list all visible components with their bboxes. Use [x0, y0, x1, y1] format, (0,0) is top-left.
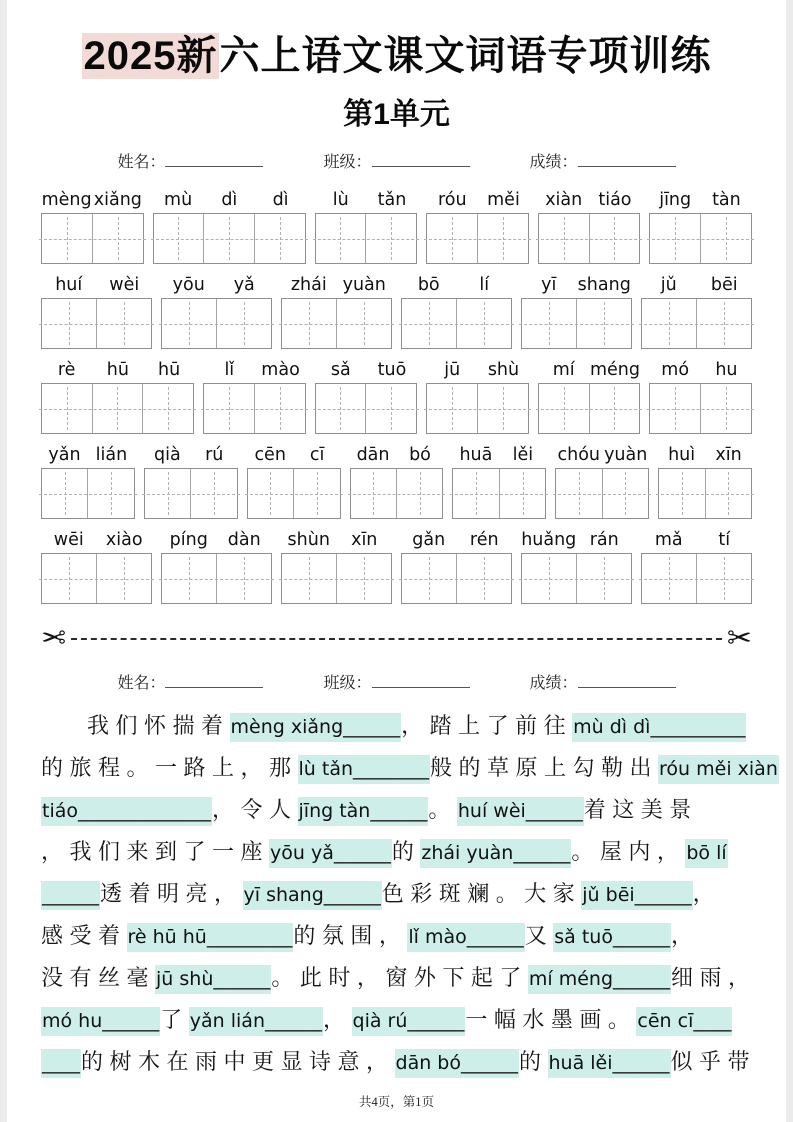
pinyin-syllable: gǎn: [412, 530, 446, 550]
pinyin-syllable: yī: [541, 275, 557, 295]
writing-cell: [456, 554, 511, 603]
writing-box-group: [555, 468, 649, 519]
writing-cell: [477, 214, 528, 263]
writing-cell: [522, 554, 576, 603]
pinyin-syllable: yuàn: [342, 275, 386, 295]
pinyin-word-group: [650, 360, 752, 380]
pinyin-fill-blank: huí wèi______: [457, 797, 584, 826]
pinyin-row: [41, 530, 752, 604]
pinyin-syllable: wèi: [109, 275, 140, 295]
pinyin-syllable: bō: [417, 275, 440, 295]
writing-cell: [351, 469, 396, 518]
writing-cell: [642, 554, 696, 603]
score-blank-line: [578, 674, 676, 688]
pinyin-syllable: jū: [444, 360, 461, 380]
writing-cell: [700, 214, 751, 263]
passage-text: 着这美景: [583, 797, 698, 822]
pinyin-syllable: xiào: [105, 530, 143, 550]
pinyin-syllable: dān: [356, 445, 390, 465]
writing-cell: [336, 554, 391, 603]
writing-cell: [427, 214, 477, 263]
passage-text: 色彩斑斓。大家: [381, 881, 582, 906]
pinyin-syllable: lěi: [512, 445, 534, 465]
writing-cell: [696, 554, 751, 603]
writing-cell: [42, 384, 92, 433]
pinyin-fill-blank: lǐ mào______: [407, 923, 524, 952]
score-label: 成绩：: [529, 675, 578, 692]
pinyin-fill-blank: sǎ tuō______: [553, 923, 671, 952]
pinyin-fill-blank: mù dì dì__________: [572, 713, 746, 742]
pinyin-fill-blank: róu měi xiàn: [658, 755, 779, 784]
passage-text: 我们怀揣着: [87, 713, 230, 738]
pinyin-word-group: [521, 530, 632, 550]
writing-cell: [42, 299, 96, 348]
pinyin-word-group: [427, 190, 529, 210]
dashed-cut-line: [71, 638, 722, 640]
writing-cell: [142, 384, 193, 433]
pinyin-word-group: [247, 445, 341, 465]
class-blank-line: [372, 674, 470, 688]
writing-cell: [87, 469, 133, 518]
writing-box-group: [161, 298, 272, 349]
pinyin-syllable: wēi: [53, 530, 84, 550]
pinyin-syllable: zhái: [290, 275, 327, 295]
pinyin-syllable: mí: [552, 360, 575, 380]
pinyin-syllable: mǎ: [654, 530, 683, 550]
passage-text: 的: [519, 1049, 548, 1074]
writing-box-group: [41, 468, 135, 519]
writing-cell: [190, 469, 236, 518]
name-field: [117, 149, 263, 172]
writing-box-group: [538, 213, 641, 264]
pinyin-fill-blank: ____: [41, 1049, 81, 1078]
scissors-icon: ✂: [726, 621, 752, 656]
writing-box-group: [426, 383, 529, 434]
writing-box-group: [649, 213, 752, 264]
writing-box-group: [281, 553, 392, 604]
writing-box-group: [521, 553, 632, 604]
writing-cell: [145, 469, 190, 518]
pinyin-syllable: cī: [309, 445, 325, 465]
writing-cell: [539, 384, 589, 433]
passage-text: 没有丝毫: [41, 965, 156, 990]
pinyin-fill-blank: qià rú______: [352, 1007, 466, 1036]
pinyin-syllable: shang: [577, 275, 631, 295]
pinyin-word-group: [41, 360, 195, 380]
writing-cell: [293, 469, 339, 518]
writing-cell: [92, 384, 143, 433]
writing-cell: [154, 214, 204, 263]
fill-in-passage: [41, 705, 778, 1083]
score-blank-line: [578, 153, 676, 167]
pinyin-fill-blank: dān bó______: [395, 1049, 519, 1078]
worksheet-page: [7, 0, 786, 1122]
writing-box-group: [401, 298, 512, 349]
passage-text: ，令人: [212, 797, 298, 822]
name-field: [117, 670, 263, 693]
writing-cell: [96, 299, 151, 348]
class-blank-line: [372, 153, 470, 167]
passage-line: [41, 1041, 757, 1083]
pinyin-syllable: lǐ: [224, 360, 235, 380]
pinyin-syllable: chóu: [557, 445, 601, 465]
name-label: 姓名：: [117, 675, 166, 692]
pinyin-fill-blank: zhái yuàn______: [420, 839, 571, 868]
writing-cell: [254, 214, 305, 263]
passage-line: [41, 831, 752, 873]
writing-cell: [705, 469, 751, 518]
writing-cell: [539, 214, 589, 263]
unit-subtitle: 第1单元: [343, 98, 450, 131]
passage-text: 的: [391, 839, 421, 864]
pinyin-word-group: [41, 530, 152, 550]
passage-text: 细雨，: [671, 965, 757, 990]
writing-box-group: [649, 383, 752, 434]
pinyin-fill-blank: mó hu______: [41, 1007, 160, 1036]
pinyin-syllable: huā: [459, 445, 493, 465]
writing-box-group: [144, 468, 238, 519]
info-fields-top: [41, 149, 752, 172]
passage-text: 的树木在雨中更显诗意，: [81, 1049, 395, 1074]
pinyin-syllable: tuō: [377, 360, 407, 380]
pinyin-fill-blank: rè hū hū_________: [127, 923, 294, 952]
pinyin-syllable: lí: [479, 275, 490, 295]
pinyin-word-group: [144, 445, 238, 465]
writing-cell: [42, 469, 87, 518]
writing-cell: [396, 469, 442, 518]
writing-box-group: [203, 383, 306, 434]
class-label: 班级：: [323, 675, 372, 692]
cut-line-divider: [41, 621, 752, 656]
pinyin-fill-blank: ______: [41, 881, 100, 910]
writing-cell: [650, 214, 700, 263]
writing-box-group: [315, 383, 418, 434]
pinyin-syllable: huǎng: [521, 530, 577, 550]
pinyin-syllable: jīng: [659, 190, 692, 210]
writing-cell: [589, 214, 640, 263]
pinyin-word-group: [401, 530, 512, 550]
pinyin-word-group: [555, 445, 649, 465]
pinyin-grid: [41, 190, 752, 604]
passage-text: 。: [428, 797, 457, 822]
pinyin-syllable: xīn: [351, 530, 378, 550]
writing-box-group: [41, 213, 144, 264]
writing-cell: [282, 299, 336, 348]
pinyin-syllable: rén: [469, 530, 499, 550]
pinyin-syllable: huì: [668, 445, 696, 465]
pinyin-word-group: [41, 190, 143, 210]
writing-cell: [402, 554, 456, 603]
writing-cell: [453, 469, 498, 518]
pinyin-syllable: yuàn: [604, 445, 648, 465]
name-blank-line: [165, 674, 263, 688]
writing-box-group: [401, 553, 512, 604]
writing-box-group: [350, 468, 444, 519]
pinyin-syllable: mó: [661, 360, 690, 380]
pinyin-word-group: [658, 445, 752, 465]
writing-cell: [254, 384, 305, 433]
passage-text: 又: [524, 923, 554, 948]
pinyin-fill-blank: lù tǎn________: [298, 755, 431, 784]
name-blank-line: [165, 153, 263, 167]
writing-box-group: [281, 298, 392, 349]
pinyin-word-group: [641, 275, 752, 295]
class-label: 班级：: [323, 154, 372, 171]
writing-cell: [365, 214, 416, 263]
pinyin-fill-blank: bō lí: [685, 839, 727, 868]
pinyin-syllable: dàn: [227, 530, 261, 550]
writing-cell: [216, 554, 271, 603]
writing-cell: [42, 554, 96, 603]
writing-cell: [499, 469, 545, 518]
pinyin-syllable: xiàn: [545, 190, 583, 210]
pinyin-word-group: [204, 360, 306, 380]
writing-cell: [477, 384, 528, 433]
writing-cell: [248, 469, 293, 518]
writing-cell: [282, 554, 336, 603]
pinyin-word-group: [152, 190, 306, 210]
pinyin-row: [41, 190, 752, 264]
pinyin-syllable: rán: [589, 530, 619, 550]
writing-cell: [96, 554, 151, 603]
passage-text: 一幅水墨画。: [465, 1007, 637, 1032]
pinyin-syllable: hū: [157, 360, 181, 380]
pinyin-fill-blank: mèng xiǎng______: [230, 713, 402, 742]
writing-box-group: [315, 213, 418, 264]
pinyin-syllable: rú: [205, 445, 224, 465]
pinyin-word-group: [41, 445, 135, 465]
writing-box-group: [41, 298, 152, 349]
page-title: [41, 24, 752, 81]
writing-cell: [316, 214, 366, 263]
pinyin-fill-blank: yōu yǎ______: [269, 839, 392, 868]
writing-cell: [427, 384, 477, 433]
pinyin-row: [41, 360, 752, 434]
passage-text: 感受着: [41, 923, 127, 948]
title-rest-text: 六上语文课文词语专项训练: [219, 34, 712, 78]
writing-cell: [556, 469, 601, 518]
pinyin-word-group: [427, 360, 529, 380]
writing-box-group: [247, 468, 341, 519]
title-highlighted-text: 2025新: [83, 34, 218, 78]
score-field: [530, 670, 676, 693]
pinyin-word-group: [161, 530, 272, 550]
passage-text: 的氛围，: [293, 923, 408, 948]
pinyin-syllable: tàn: [712, 190, 741, 210]
writing-box-group: [161, 553, 272, 604]
pinyin-syllable: píng: [169, 530, 208, 550]
pinyin-syllable: qià: [153, 445, 181, 465]
pinyin-row: [41, 445, 752, 519]
pinyin-syllable: rè: [57, 360, 76, 380]
pinyin-syllable: hu: [715, 360, 738, 380]
passage-line: [41, 747, 778, 789]
pinyin-syllable: mào: [261, 360, 300, 380]
writing-cell: [576, 554, 631, 603]
pinyin-word-group: [161, 275, 272, 295]
pinyin-syllable: bēi: [710, 275, 738, 295]
writing-box-group: [41, 383, 194, 434]
pinyin-word-group: [281, 275, 392, 295]
pinyin-syllable: méng: [589, 360, 640, 380]
writing-cell: [203, 214, 254, 263]
pinyin-syllable: mèng: [41, 190, 92, 210]
passage-text: ，踏上了前往: [401, 713, 573, 738]
pinyin-fill-blank: tiáo______________: [41, 797, 212, 826]
passage-text: ，: [692, 881, 722, 906]
pinyin-syllable: dì: [272, 190, 289, 210]
pinyin-syllable: xīn: [715, 445, 742, 465]
pinyin-syllable: mù: [164, 190, 193, 210]
pinyin-syllable: lù: [332, 190, 349, 210]
pinyin-word-group: [650, 190, 752, 210]
pinyin-syllable: hū: [106, 360, 129, 380]
pinyin-fill-blank: yī shang______: [243, 881, 382, 910]
writing-cell: [696, 299, 751, 348]
pinyin-word-group: [350, 445, 444, 465]
pinyin-syllable: xiǎng: [93, 190, 142, 210]
writing-cell: [602, 469, 648, 518]
passage-text: 。屋内，: [571, 839, 686, 864]
passage-text: ，: [670, 923, 700, 948]
passage-text: 。此时，窗外下起了: [271, 965, 528, 990]
page-footer: 共4页，第1页: [358, 1095, 434, 1109]
pinyin-syllable: sǎ: [330, 360, 351, 380]
writing-cell: [700, 384, 751, 433]
pinyin-fill-blank: jǔ bēi______: [581, 881, 692, 910]
passage-line: [41, 789, 752, 831]
pinyin-syllable: cēn: [254, 445, 286, 465]
writing-cell: [576, 299, 631, 348]
pinyin-word-group: [521, 275, 632, 295]
writing-cell: [659, 469, 704, 518]
passage-text: 似乎带: [670, 1049, 757, 1074]
passage-text: ，: [323, 1007, 352, 1032]
pinyin-syllable: tí: [718, 530, 731, 550]
pinyin-fill-blank: huā lěi______: [548, 1049, 671, 1078]
pinyin-word-group: [538, 360, 640, 380]
passage-line: [41, 873, 752, 915]
pinyin-fill-blank: jū shù______: [155, 965, 271, 994]
pinyin-syllable: dì: [221, 190, 238, 210]
writing-cell: [589, 384, 640, 433]
writing-cell: [42, 214, 92, 263]
pinyin-word-group: [401, 275, 512, 295]
writing-box-group: [41, 553, 152, 604]
pinyin-word-group: [41, 275, 152, 295]
class-field: [323, 670, 469, 693]
passage-text: 透着明亮，: [100, 881, 243, 906]
passage-text: 般的草原上勾勒出: [430, 755, 659, 780]
score-field: [530, 149, 676, 172]
writing-cell: [650, 384, 700, 433]
writing-cell: [456, 299, 511, 348]
writing-cell: [316, 384, 366, 433]
writing-cell: [162, 554, 216, 603]
pinyin-fill-blank: mí méng______: [528, 965, 671, 994]
pinyin-row: [41, 275, 752, 349]
pinyin-word-group: [315, 360, 417, 380]
pinyin-syllable: shùn: [287, 530, 330, 550]
passage-line: [41, 999, 752, 1041]
passage-text: ，我们来到了一座: [41, 839, 270, 864]
writing-box-group: [426, 213, 529, 264]
writing-cell: [402, 299, 456, 348]
score-label: 成绩：: [529, 154, 578, 171]
pinyin-syllable: tǎn: [377, 190, 407, 210]
writing-box-group: [538, 383, 641, 434]
writing-box-group: [641, 553, 752, 604]
passage-line: [41, 957, 757, 999]
pinyin-word-group: [315, 190, 417, 210]
pinyin-syllable: yōu: [172, 275, 205, 295]
writing-box-group: [452, 468, 546, 519]
writing-cell: [336, 299, 391, 348]
pinyin-word-group: [281, 530, 392, 550]
passage-text: 的旅程。一路上，那: [41, 755, 298, 780]
pinyin-syllable: yǎn: [48, 445, 81, 465]
writing-cell: [365, 384, 416, 433]
writing-cell: [204, 384, 254, 433]
pinyin-fill-blank: jīng tàn______: [298, 797, 429, 826]
writing-box-group: [521, 298, 632, 349]
pinyin-syllable: tiáo: [598, 190, 632, 210]
pinyin-syllable: huí: [55, 275, 83, 295]
pinyin-syllable: yǎ: [233, 275, 255, 295]
info-fields-bottom: [41, 670, 752, 693]
writing-box-group: [153, 213, 306, 264]
writing-box-group: [658, 468, 752, 519]
pinyin-word-group: [538, 190, 640, 210]
pinyin-syllable: jǔ: [660, 275, 677, 295]
writing-cell: [92, 214, 143, 263]
passage-line: [41, 705, 752, 747]
pinyin-word-group: [452, 445, 546, 465]
pinyin-syllable: róu: [437, 190, 467, 210]
passage-text: 了: [160, 1007, 189, 1032]
pinyin-syllable: bó: [409, 445, 431, 465]
writing-cell: [642, 299, 696, 348]
writing-box-group: [641, 298, 752, 349]
pinyin-word-group: [641, 530, 752, 550]
pinyin-syllable: měi: [487, 190, 520, 210]
pinyin-fill-blank: yǎn lián______: [189, 1007, 323, 1036]
pinyin-syllable: lián: [95, 445, 128, 465]
pinyin-fill-blank: cēn cī____: [636, 1007, 732, 1036]
passage-line: [41, 915, 752, 957]
name-label: 姓名：: [117, 154, 166, 171]
scissors-icon: ✂: [41, 621, 67, 656]
writing-cell: [522, 299, 576, 348]
writing-cell: [216, 299, 271, 348]
class-field: [323, 149, 469, 172]
pinyin-syllable: shù: [487, 360, 520, 380]
writing-cell: [162, 299, 216, 348]
